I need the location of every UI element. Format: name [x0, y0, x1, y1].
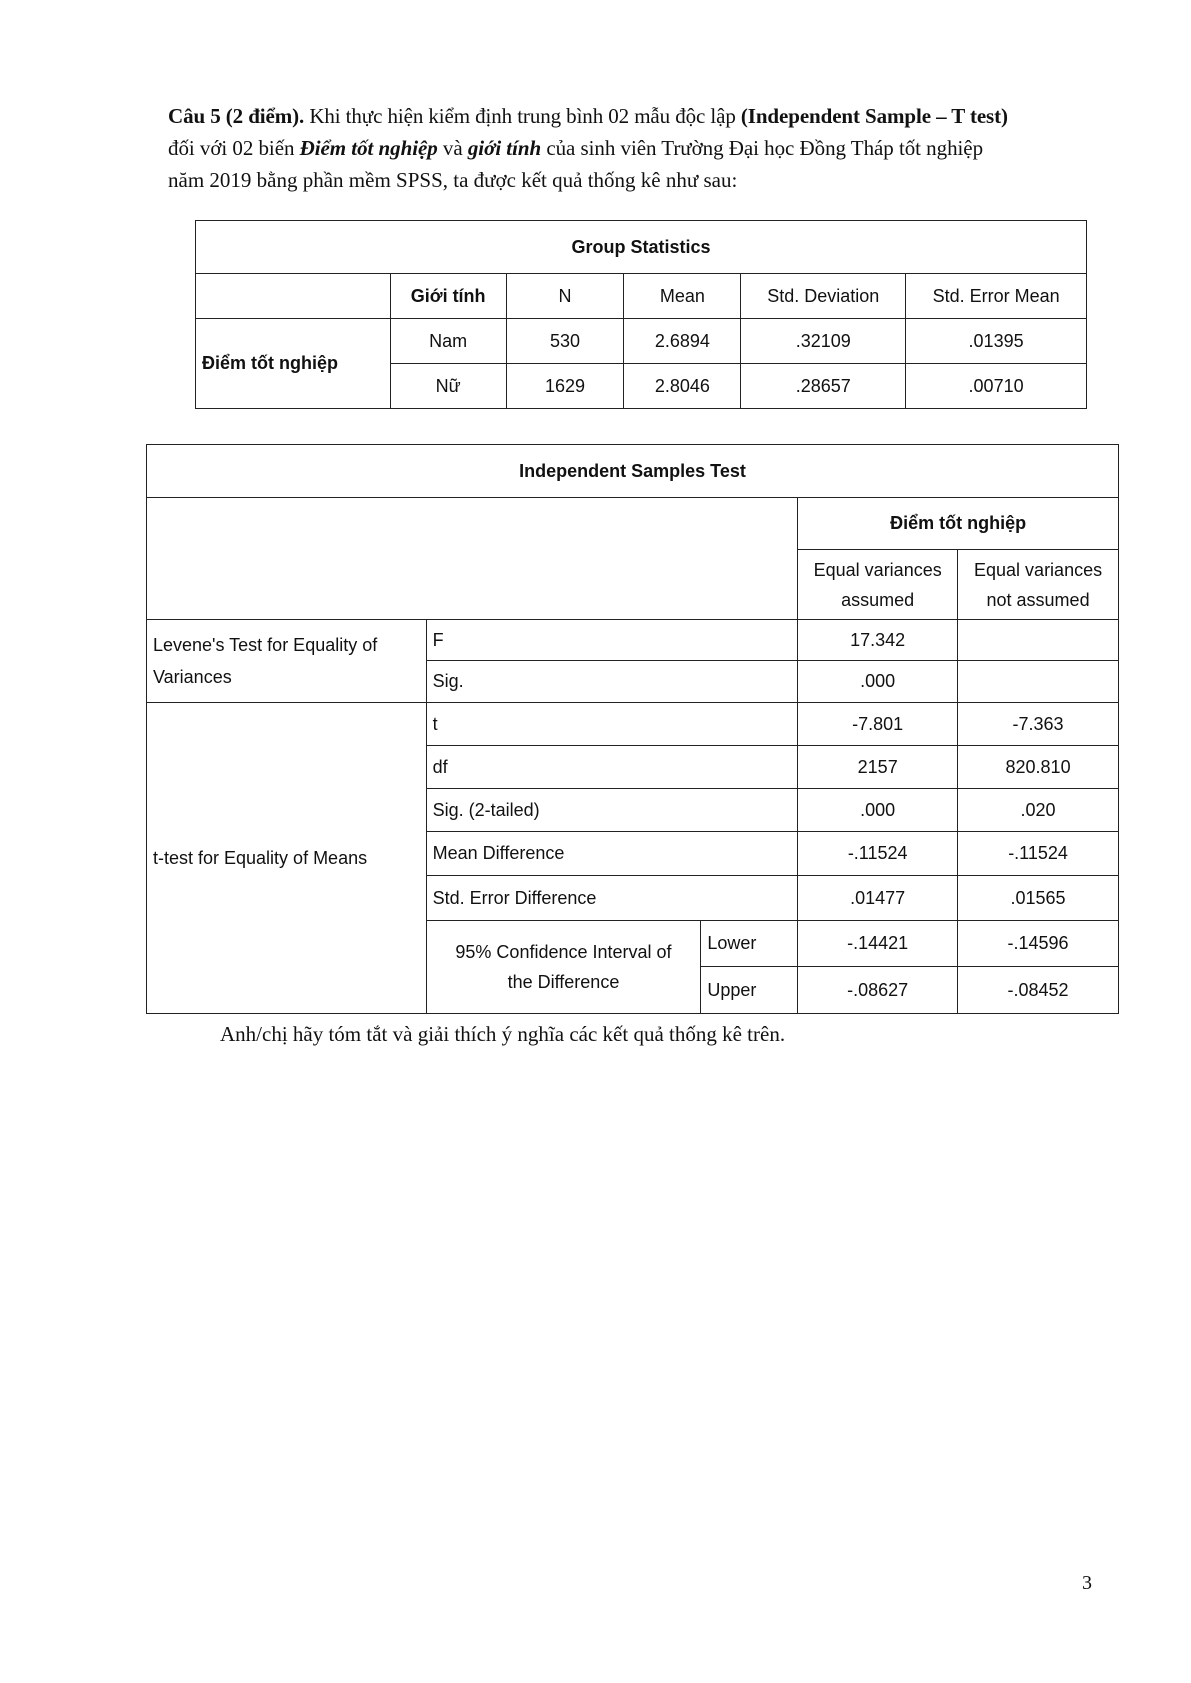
cell-n: 530	[506, 319, 624, 364]
question-line-2	[168, 132, 1128, 164]
task-instruction: Anh/chị hãy tóm tắt và giải thích ý nghĩa các kết quả thống kê trên.	[220, 1022, 786, 1046]
question-line-2-b: của sinh viên Trường Đại học Đồng Tháp tốt nghiệp	[541, 136, 984, 160]
stat-label: Sig.	[426, 661, 798, 703]
question-line-3: năm 2019 bằng phần mềm SPSS, ta được kết quả thống kê như sau:	[168, 168, 738, 192]
cell-gender: Nữ	[390, 364, 506, 409]
stat-label: Mean Difference	[426, 832, 798, 876]
value-not-equal: -.08452	[958, 967, 1119, 1014]
value-not-equal	[958, 661, 1119, 703]
header-n: N	[506, 274, 624, 319]
row-label-variable: Điểm tốt nghiệp	[196, 319, 391, 409]
variable-1: Điểm tốt nghiệp	[299, 136, 438, 160]
value-equal: .000	[798, 661, 958, 703]
stat-label: t	[426, 703, 798, 746]
independent-samples-test-table	[146, 444, 1119, 1014]
value-equal: -.11524	[798, 832, 958, 876]
value-equal: .000	[798, 789, 958, 832]
header-gender: Giới tính	[390, 274, 506, 319]
value-not-equal: -7.363	[958, 703, 1119, 746]
levene-label: Levene's Test for Equality of Variances	[147, 620, 427, 703]
variable-2: giới tính	[467, 136, 542, 160]
value-not-equal: .020	[958, 789, 1119, 832]
cell-mean: 2.8046	[624, 364, 741, 409]
value-not-equal: -.14596	[958, 921, 1119, 967]
cell-std-error-mean: .01395	[906, 319, 1087, 364]
header-empty	[196, 274, 391, 319]
test-name: (Independent Sample – T test)	[740, 104, 1008, 128]
stat-label: Std. Error Difference	[426, 876, 798, 921]
independent-samples-test-title: Independent Samples Test	[147, 445, 1119, 498]
page-number: 3	[1082, 1572, 1092, 1594]
header-mean: Mean	[624, 274, 741, 319]
table-row	[147, 703, 1119, 746]
value-equal: .01477	[798, 876, 958, 921]
header-equal-variances-assumed: Equal variances assumed	[798, 550, 958, 620]
ttest-label: t-test for Equality of Means	[147, 703, 427, 1014]
cell-mean: 2.6894	[624, 319, 741, 364]
value-not-equal	[958, 620, 1119, 661]
stat-label: F	[426, 620, 798, 661]
stat-label: Sig. (2-tailed)	[426, 789, 798, 832]
group-statistics-title: Group Statistics	[196, 221, 1087, 274]
value-equal: 17.342	[798, 620, 958, 661]
header-equal-variances-not-assumed: Equal variances not assumed	[958, 550, 1119, 620]
cell-gender: Nam	[390, 319, 506, 364]
value-equal: 2157	[798, 746, 958, 789]
question-label: Câu 5 (2 điểm).	[168, 104, 305, 128]
stat-label: df	[426, 746, 798, 789]
value-not-equal: .01565	[958, 876, 1119, 921]
value-equal: -7.801	[798, 703, 958, 746]
header-std-error-mean: Std. Error Mean	[906, 274, 1087, 319]
value-equal: -.14421	[798, 921, 958, 967]
table-row	[147, 620, 1119, 661]
header-std-deviation: Std. Deviation	[741, 274, 906, 319]
ci-label: 95% Confidence Interval of the Difference	[426, 921, 701, 1014]
variable-header: Điểm tốt nghiệp	[798, 498, 1119, 550]
cell-std-deviation: .28657	[741, 364, 906, 409]
question-line-1	[168, 100, 1128, 132]
value-not-equal: -.11524	[958, 832, 1119, 876]
cell-std-error-mean: .00710	[906, 364, 1087, 409]
table-row	[196, 319, 1087, 364]
header-empty	[147, 498, 798, 620]
stat-label: Lower	[701, 921, 798, 967]
question-line-1-text: Khi thực hiện kiểm định trung bình 02 mẫu độc lập	[304, 104, 741, 128]
value-equal: -.08627	[798, 967, 958, 1014]
question-text	[168, 100, 1128, 196]
value-not-equal: 820.810	[958, 746, 1119, 789]
group-statistics-table	[195, 220, 1087, 409]
question-line-2-and: và	[437, 136, 468, 160]
cell-n: 1629	[506, 364, 624, 409]
stat-label: Upper	[701, 967, 798, 1014]
question-line-2-a: đối với 02 biến	[168, 136, 300, 160]
cell-std-deviation: .32109	[741, 319, 906, 364]
